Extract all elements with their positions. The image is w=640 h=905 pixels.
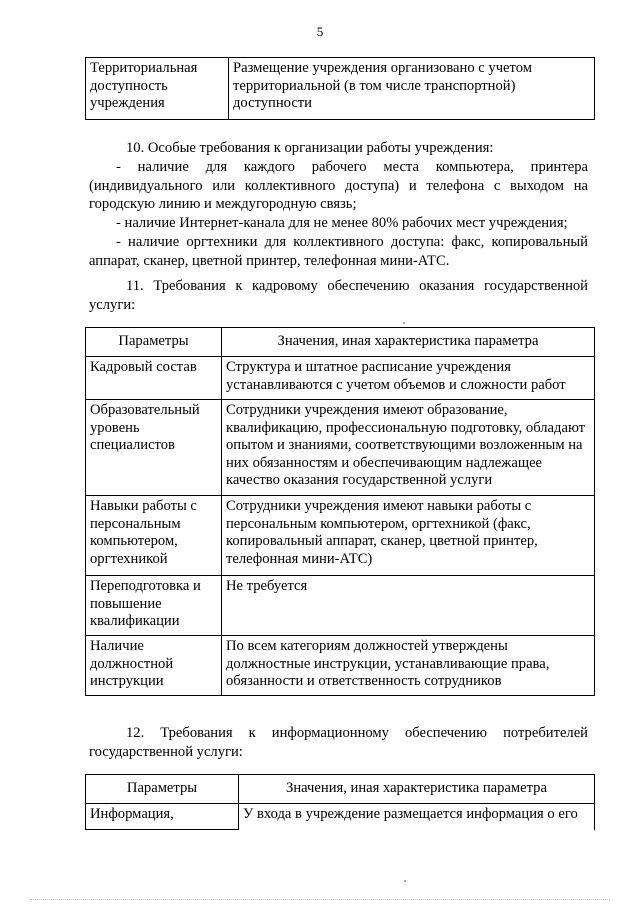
table-row [86,636,595,696]
value-cell: У входа в учреждение размещается информация о его [239,804,595,830]
section-10-item-1-cont: (индивидуального или коллективного доступа) и телефона с выходом на [89,177,588,194]
info-requirements-table [85,774,595,830]
header-parameters: Параметры [86,775,239,804]
table-row [86,804,595,830]
value-cell: Сотрудники учреждения имеют образование, квалификацию, профессиональную подготовку, обладают опытом и знаниями, соответствующими возложенным на них обязанностям и обеспечивающим надлежащее качество оказания государственной услуги [222,400,595,496]
header-values: Значения, иная характеристика параметра [222,328,595,357]
section-10 [89,139,588,271]
page-number: 5 [316,24,324,39]
value-cell: По всем категориям должностей утверждены должностные инструкции, устанавливающие права, обязанности и ответственность сотрудников [222,636,595,696]
scan-edge-noise [30,899,610,901]
param-cell: Территориальная доступность учреждения [86,58,229,120]
param-cell: Информация, [86,804,239,830]
table-row [86,58,595,120]
section-12-line-1: 12. Требования к информационному обеспечению потребителей [126,725,588,741]
section-10-item-3: - наличие оргтехники для коллективного доступа: факс, копировальный [116,233,588,250]
table-row [86,357,595,400]
param-cell: Навыки работы с персональным компьютером, оргтехникой [86,496,222,576]
table-header-row [86,328,595,357]
value-cell: Размещение учреждения организовано с учетом территориальной (в том числе транспортной) доступности [229,58,595,120]
section-11-heading [89,277,588,315]
table-header-row [86,775,595,804]
table-row [86,400,595,496]
header-parameters: Параметры [86,328,222,357]
scan-speck [403,322,405,324]
value-cell: Сотрудники учреждения имеют навыки работы с персональным компьютером, оргтехникой (факс, копировальный аппарат, сканер, цветной принтер, телефонная мини-АТС) [222,496,595,576]
section-10-heading: 10. Особые требования к организации работы учреждения: [126,140,494,156]
value-cell: Структура и штатное расписание учреждения устанавливаются с учетом объемов и сложности работ [222,357,595,400]
section-11-line-1: 11. Требования к кадровому обеспечению оказания государственной [126,278,588,294]
header-values: Значения, иная характеристика параметра [239,775,595,804]
section-10-item-1: - наличие для каждого рабочего места компьютера, принтера [116,158,588,175]
param-cell: Образовательный уровень специалистов [86,400,222,496]
section-10-item-1-end: городскую линию и междугородную связь; [89,196,357,213]
section-12-line-2: государственной услуги: [89,743,243,760]
param-cell: Кадровый состав [86,357,222,400]
value-cell: Не требуется [222,576,595,636]
section-10-item-3-end: аппарат, сканер, цветной принтер, телефонная мини-АТС. [89,252,450,269]
table-row [86,496,595,576]
territorial-access-table [85,57,595,120]
scan-speck [404,880,406,882]
section-11-line-2: услуги: [89,296,136,313]
table-row [86,576,595,636]
param-cell: Переподготовка и повышение квалификации [86,576,222,636]
section-12-heading [89,724,588,762]
section-10-item-2: - наличие Интернет-канала для не менее 80% рабочих мест учреждения; [116,215,568,232]
param-cell: Наличие должностной инструкции [86,636,222,696]
staffing-requirements-table [85,327,595,696]
